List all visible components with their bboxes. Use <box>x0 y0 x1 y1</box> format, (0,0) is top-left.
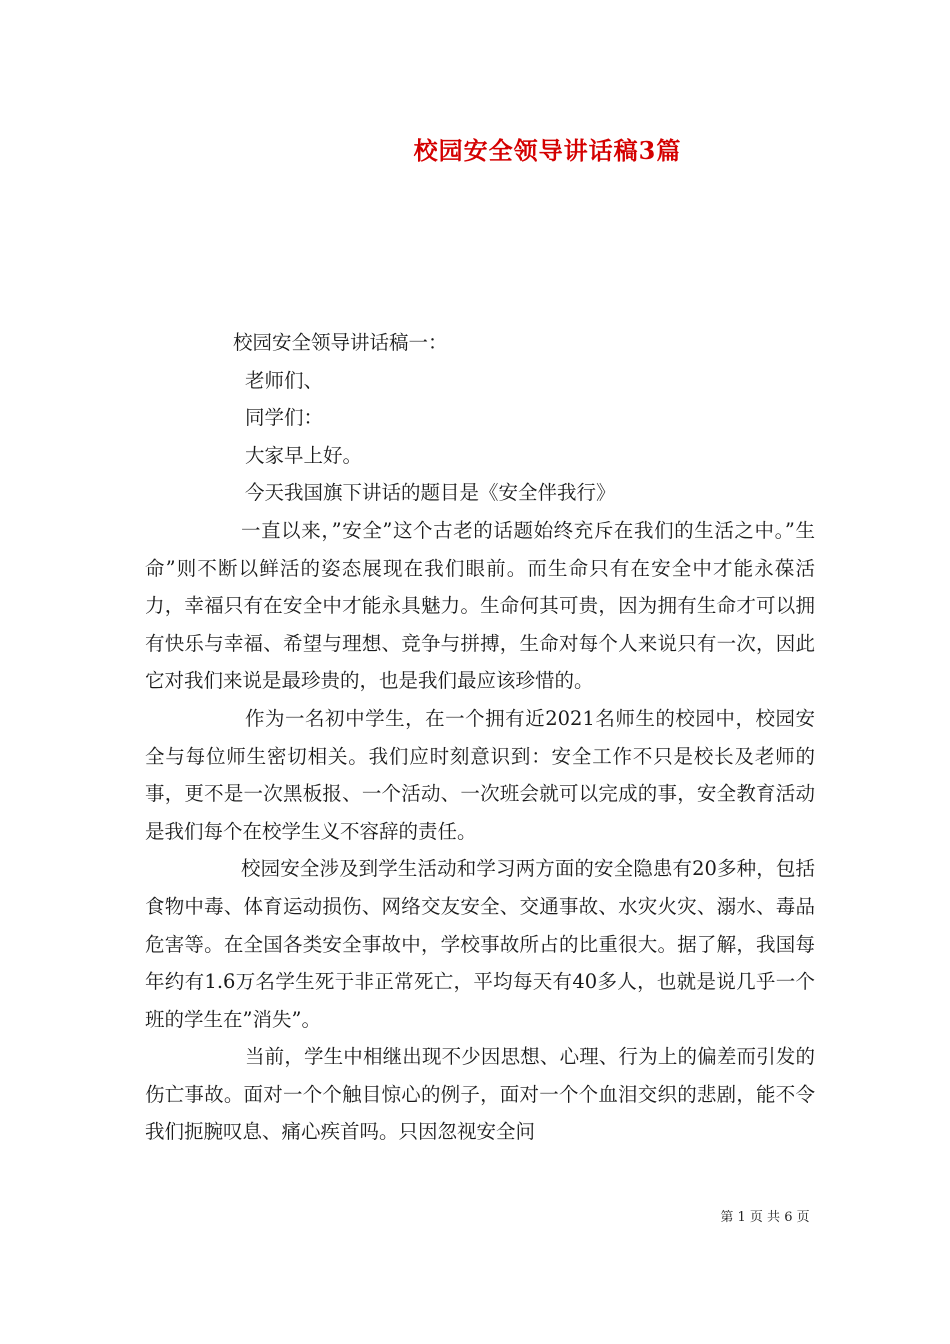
page-footer: 第 1 页 共 6 页 <box>720 1210 810 1225</box>
document-body <box>145 324 815 1151</box>
salutation-teachers: 老师们、 <box>245 368 324 392</box>
salutation-students: 同学们： <box>245 406 324 430</box>
speech-topic: 今天我国旗下讲话的题目是《安全伴我行》 <box>245 481 616 505</box>
document-title: 校园安全领导讲话稿3篇 <box>413 136 682 165</box>
paragraph-4: 当前，学生中相继出现不少因思想、心理、行为上的偏差而引发的伤亡事故。面对一个个触目惊心的例子，面对一个个血泪交织的悲剧，能不令我们扼腕叹息、痛心疾首吗。只因忽视安全问 <box>145 1045 815 1144</box>
paragraph-3: 校园安全涉及到学生活动和学习两方面的安全隐患有20多种，包括食物中毒、体育运动损伤、网络交友安全、交通事故、水灾火灾、溺水、毒品危害等。在全国各类安全事故中，学校事故所占的比重很大。据了解，我国每年约有1.6万名学生死于非正常死亡，平均每天有40多人，也就是说几乎一个班的学生在”消失”。 <box>145 857 815 1031</box>
paragraph-2: 作为一名初中学生，在一个拥有近2021名师生的校园中，校园安全与每位师生密切相关。我们应时刻意识到：安全工作不只是校长及老师的事，更不是一次黑板报、一个活动、一次班会就可以完成的事，安全教育活动是我们每个在校学生义不容辞的责任。 <box>145 706 815 843</box>
greeting: 大家早上好。 <box>245 443 363 467</box>
paragraph-1: 一直以来，”安全”这个古老的话题始终充斥在我们的生活之中。”生命”则不断以鲜活的姿态展现在我们眼前。而生命只有在安全中才能永葆活力，幸福只有在安全中才能永具魅力。生命何其可贵，因为拥有生命才可以拥有快乐与幸福、希望与理想、竞争与拼搏，生命对每个人来说只有一次，因此它对我们来说是最珍贵的，也是我们最应该珍惜的。 <box>145 518 815 693</box>
section-heading: 校园安全领导讲话稿一： <box>233 331 448 354</box>
